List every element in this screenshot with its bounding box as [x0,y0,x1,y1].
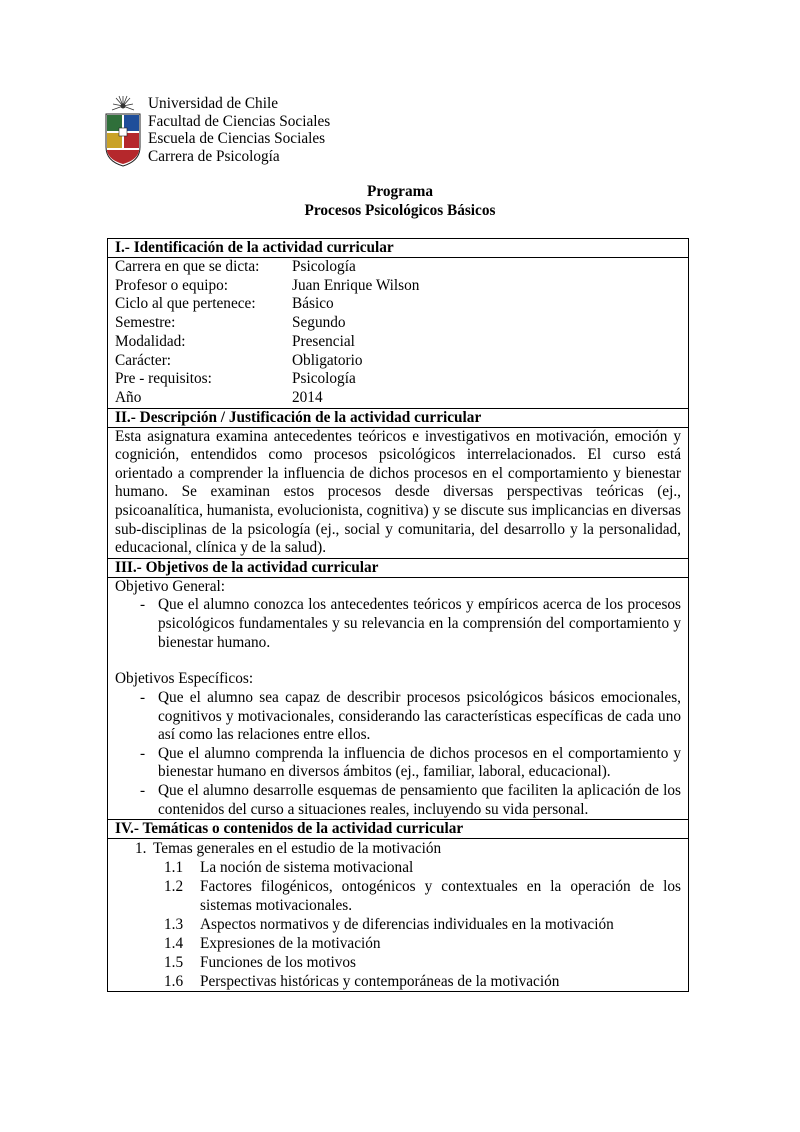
list-item-text: Que el alumno conozca los antecedentes teóricos y empíricos acerca de los procesos psicológicos fundamentales y su relevancia en la comprensión del comportamiento y bienestar humano. [158,596,681,651]
subtopic-item [115,877,681,915]
info-label: Pre - requisitos: [115,370,212,388]
info-label: Semestre: [115,314,176,332]
subtopic-item [115,915,681,934]
subtopic-number: 1.2 [164,878,184,896]
dash-bullet-icon: - [140,688,146,706]
info-value: Presencial [292,332,355,350]
document-titles [0,182,800,220]
subtopic-text: Aspectos normativos y de diferencias individuales en la motivación [200,916,614,934]
subtopic-text: Perspectivas históricas y contemporáneas de la motivación [200,973,560,991]
info-row-caracter [115,352,681,371]
list-item-text: Que el alumno desarrolle esquemas de pensamiento que faciliten la aplicación de los contenidos del curso a situaciones reales, incluyendo su vida personal. [158,781,681,818]
list-item [115,596,681,652]
list-item [115,782,681,819]
faculty-name: Facultad de Ciencias Sociales [148,112,331,130]
dash-bullet-icon: - [140,744,146,762]
subtopic-text: La noción de sistema motivacional [200,859,414,877]
info-row-carrera [115,258,681,277]
info-row-prerequisitos [115,370,681,389]
subtopic-number: 1.5 [164,954,184,972]
info-value: Psicología [292,258,356,275]
info-value: 2014 [292,388,323,406]
subtopic-item [115,934,681,953]
section-2-heading: II.- Descripción / Justificación de la actividad curricular [108,408,689,427]
section-3-heading: III.- Objetivos de la actividad curricular [108,558,689,577]
list-item-text: Que el alumno comprenda la influencia de dichos procesos en el comportamiento y bienestar humano en diversos ámbitos (ej., familiar, laboral, educacional). [158,744,681,781]
program-table [107,238,689,992]
subtopic-text: Factores filogénicos, ontogénicos y contextuales en la operación de los sistemas motivacionales. [200,878,681,915]
topic-title: Temas generales en el estudio de la motivación [153,840,442,858]
info-label: Ciclo al que pertenece: [115,295,256,313]
document-subtitle: Procesos Psicológicos Básicos [304,202,496,219]
general-objectives-list [115,596,681,652]
info-label: Modalidad: [115,332,186,350]
subtopic-number: 1.1 [164,859,184,877]
info-row-profesor [115,277,681,296]
subtopic-item [115,972,681,991]
university-lines [148,95,330,165]
subtopic-number: 1.6 [164,973,184,991]
school-name: Escuela de Ciencias Sociales [148,130,326,147]
section-1-heading: I.- Identificación de la actividad curricular [108,239,689,258]
subtopic-text: Expresiones de la motivación [200,935,381,953]
info-row-anio [115,389,681,408]
info-label: Carácter: [115,351,172,369]
section-4-body [108,839,689,992]
info-row-modalidad [115,333,681,352]
info-value: Segundo [292,314,346,332]
subtopic-text: Funciones de los motivos [200,954,356,972]
university-crest-icon [103,95,143,167]
info-value: Juan Enrique Wilson [292,276,420,294]
info-value: Psicología [292,370,356,388]
career-name: Carrera de Psicología [148,147,280,165]
section-1-body [108,258,689,409]
info-label: Año [115,388,142,406]
info-row-semestre [115,314,681,333]
subtopic-number: 1.3 [164,916,184,934]
section-2-description: Esta asignatura examina antecedentes teóricos e investigativos en motivación, emoción y cognición, entendidos como procesos psicológicos interrelacionados. El curso está orientado a comprender la influencia de dichos procesos en el comportamiento y bienestar humano. Se examinan estos procesos desde diversas perspectivas teóricas (ej., psicoanalítica, humanista, evolucionista, cognitiva) y se discute sus implicancias en diversas sub-disciplinas de la psicología (ej., social y comunitaria, del desarrollo y la personalidad, educacional, clínica y de la salud). [108,427,689,558]
subtopic-number: 1.4 [164,935,184,953]
info-row-ciclo [115,295,681,314]
section-4-heading: IV.- Temáticas o contenidos de la actividad curricular [108,820,689,839]
topic-number: 1. [135,840,147,858]
document-title: Programa [367,183,433,200]
list-item-text: Que el alumno sea capaz de describir procesos psicológicos básicos emocionales, cognitivos y motivacionales, considerando las características específicas de cada uno así como las relaciones entre ellos. [158,688,681,744]
dash-bullet-icon: - [140,781,146,799]
specific-objectives-list [115,689,681,819]
info-label: Carrera en que se dicta: [115,258,260,275]
list-item [115,689,681,745]
list-item [115,745,681,782]
general-objective-label: Objetivo General: [115,577,226,595]
subtopic-item [115,953,681,972]
subtopic-item [115,858,681,877]
topic-item [115,839,681,858]
university-name: Universidad de Chile [148,95,278,112]
info-value: Obligatorio [292,351,363,369]
section-3-body [108,577,689,819]
specific-objectives-label: Objetivos Específicos: [115,670,254,688]
dash-bullet-icon: - [140,596,146,614]
info-value: Básico [292,295,334,313]
info-label: Profesor o equipo: [115,276,229,294]
